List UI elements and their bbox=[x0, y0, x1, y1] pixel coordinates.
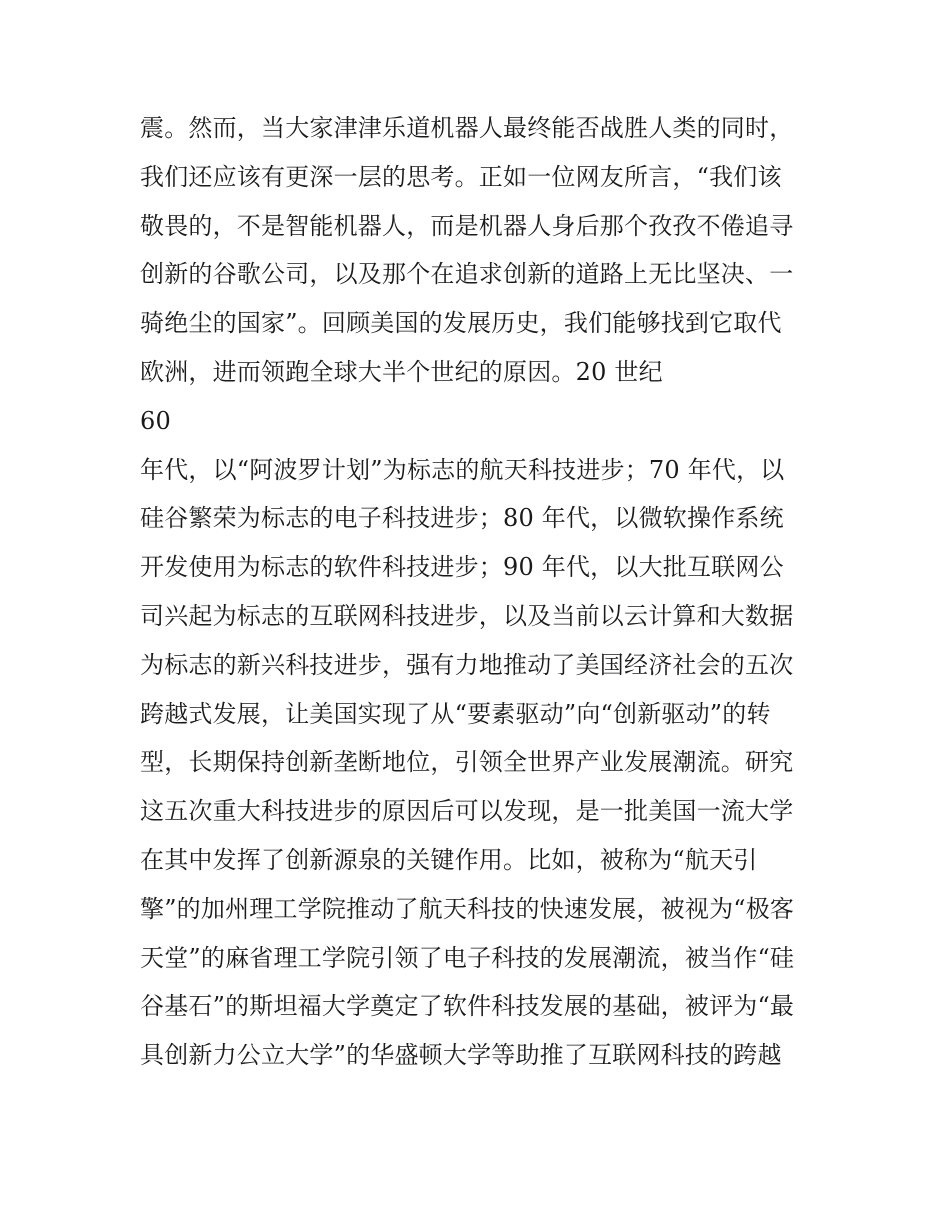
text-line: 开发使用为标志的软件科技进步；90 年代，以大批互联网公 bbox=[140, 553, 784, 582]
text-line: 擎”的加州理工学院推动了航天科技的快速发展，被视为“极客 bbox=[140, 894, 795, 923]
text-line: 我们还应该有更深一层的思考。正如一位网友所言，“我们该 bbox=[140, 162, 782, 191]
text-line: 型，长期保持创新垄断地位，引领全世界产业发展潮流。研究 bbox=[140, 748, 794, 777]
text-line: 在其中发挥了创新源泉的关键作用。比如，被称为“航天引 bbox=[140, 845, 758, 874]
text-line: 司兴起为标志的互联网科技进步，以及当前以云计算和大数据 bbox=[140, 601, 794, 630]
text-line: 具创新力公立大学”的华盛顿大学等助推了互联网科技的跨越 bbox=[140, 1041, 782, 1070]
text-line: 欧洲，进而领跑全球大半个世纪的原因。20 世纪 bbox=[140, 357, 663, 386]
text-line: 谷基石”的斯坦福大学奠定了软件科技发展的基础，被评为“最 bbox=[140, 992, 795, 1021]
body-text bbox=[140, 104, 830, 1080]
text-line: 年代，以“阿波罗计划”为标志的航天科技进步；70 年代，以 bbox=[140, 455, 785, 484]
text-line: 硅谷繁荣为标志的电子科技进步；80 年代，以微软操作系统 bbox=[140, 504, 784, 533]
text-line: 骑绝尘的国家”。回顾美国的发展历史，我们能够找到它取代 bbox=[140, 309, 782, 338]
text-line: 这五次重大科技进步的原因后可以发现，是一批美国一流大学 bbox=[140, 797, 794, 826]
text-line: 天堂”的麻省理工学院引领了电子科技的发展潮流，被当作“硅 bbox=[140, 943, 795, 972]
text-line: 跨越式发展，让美国实现了从“要素驱动”向“创新驱动”的转 bbox=[140, 699, 771, 728]
text-line: 震。然而，当大家津津乐道机器人最终能否战胜人类的同时， bbox=[140, 114, 794, 142]
text-line: 创新的谷歌公司，以及那个在追求创新的道路上无比坚决、一 bbox=[140, 260, 794, 289]
text-line: 敬畏的，不是智能机器人，而是机器人身后那个孜孜不倦追寻 bbox=[140, 211, 794, 240]
text-line: 为标志的新兴科技进步，强有力地推动了美国经济社会的五次 bbox=[140, 650, 794, 679]
text-line: 60 bbox=[140, 406, 171, 435]
